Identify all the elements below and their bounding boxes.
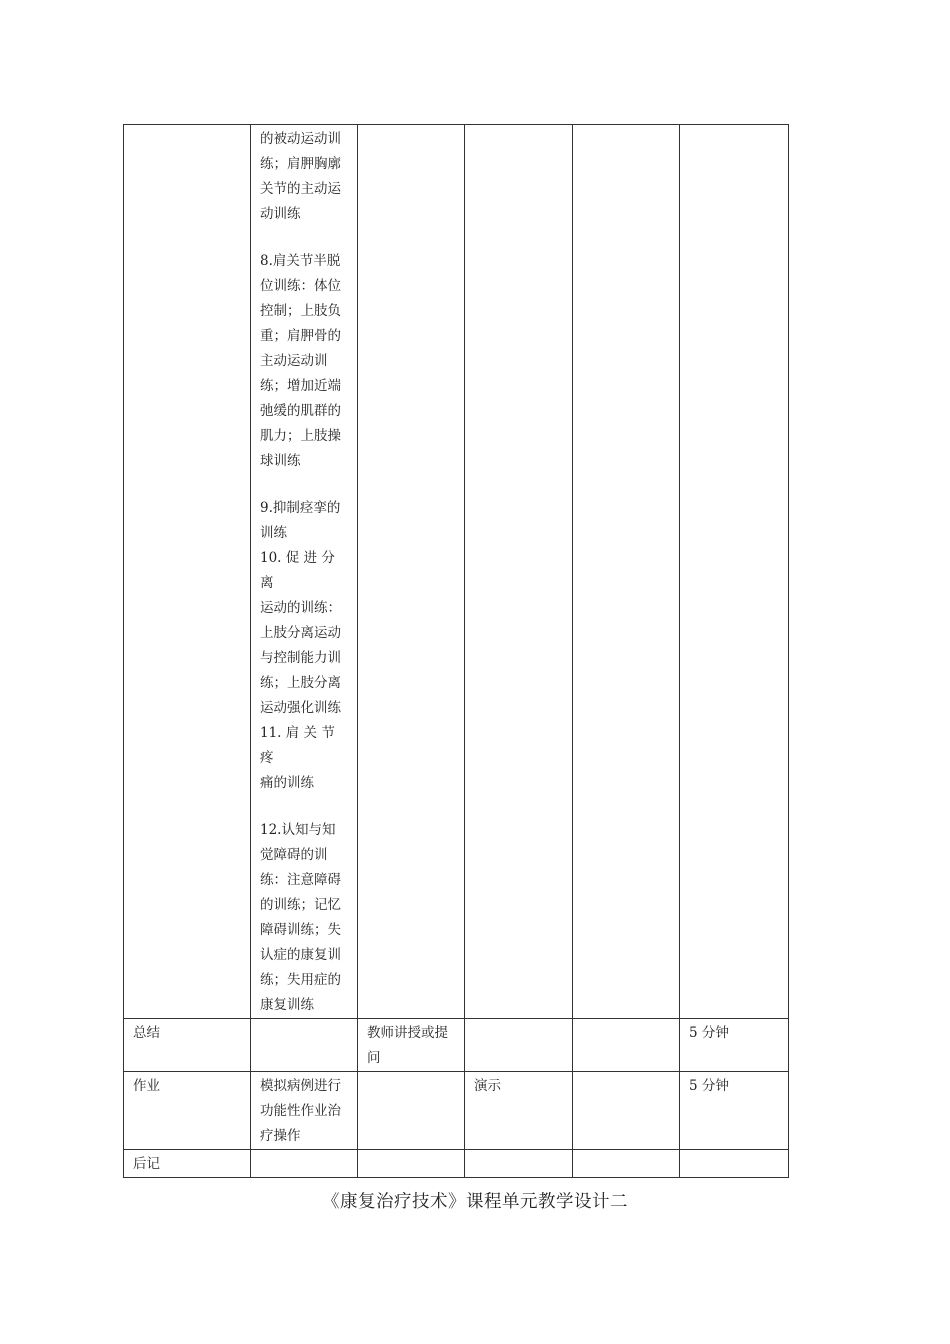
cell-label-summary: 总结	[124, 1019, 251, 1072]
cell-afterword-5	[573, 1150, 680, 1178]
training-content-line: 8.肩关节半脱	[260, 253, 341, 269]
table-row-homework	[124, 1072, 789, 1150]
training-content-line: 9.抑制痉挛的	[260, 500, 341, 516]
training-content-line: 训练	[260, 525, 287, 541]
training-content-line: 11. 肩 关 节 疼	[260, 725, 335, 766]
cell-afterword-2	[251, 1150, 358, 1178]
training-content-line: 康复训练	[260, 997, 314, 1013]
training-content-line: 12.认知与知	[260, 822, 336, 838]
table-row-afterword	[124, 1150, 789, 1178]
training-content-line: 认症的康复训	[260, 947, 341, 963]
method-line-2: 问	[367, 1050, 381, 1066]
cell-content-summary	[251, 1019, 358, 1072]
cell-col5-continuation	[573, 125, 680, 1019]
homework-line-3: 疗操作	[260, 1128, 301, 1144]
training-content-line: 重；肩胛骨的	[260, 328, 341, 344]
lesson-plan-table	[123, 124, 789, 1178]
training-content-line: 控制；上肢负	[260, 303, 341, 319]
training-content-line: 位训练：体位	[260, 278, 341, 294]
training-content-line: 关节的主动运	[260, 181, 341, 197]
table-row-summary	[124, 1019, 789, 1072]
cell-training-content	[251, 125, 358, 1019]
training-content-line: 练：注意障碍	[260, 872, 341, 888]
cell-time-continuation	[680, 125, 789, 1019]
cell-content-homework	[251, 1072, 358, 1150]
training-content-line: 10. 促 进 分 离	[260, 550, 335, 591]
cell-time-summary: 5 分钟	[680, 1019, 789, 1072]
homework-line-1: 模拟病例进行	[260, 1078, 341, 1094]
training-content-line: 动训练	[260, 206, 301, 222]
cell-afterword-6	[680, 1150, 789, 1178]
paragraph-gap	[260, 227, 349, 249]
training-content-line: 弛缓的肌群的	[260, 403, 341, 419]
training-content-line: 运动强化训练	[260, 700, 341, 716]
training-content-line: 觉障碍的训	[260, 847, 328, 863]
homework-line-2: 功能性作业治	[260, 1103, 341, 1119]
cell-label-homework: 作业	[124, 1072, 251, 1150]
training-content-line: 肌力；上肢操	[260, 428, 341, 444]
training-content-line: 痛的训练	[260, 775, 314, 791]
training-content-line: 主动运动训	[260, 353, 328, 369]
training-content-line: 练；上肢分离	[260, 675, 341, 691]
cell-col4-summary	[465, 1019, 573, 1072]
training-content-line: 与控制能力训	[260, 650, 341, 666]
cell-col4-homework: 演示	[465, 1072, 573, 1150]
training-content-line: 球训练	[260, 453, 301, 469]
table-row-continuation	[124, 125, 789, 1019]
training-content-line: 的被动运动训	[260, 131, 341, 147]
cell-label-afterword: 后记	[124, 1150, 251, 1178]
cell-method-summary	[358, 1019, 465, 1072]
document-section-title: 《康复治疗技术》课程单元教学设计二	[322, 1192, 628, 1212]
cell-time-homework: 5 分钟	[680, 1072, 789, 1150]
training-content-line: 练；肩胛胸廓	[260, 156, 341, 172]
cell-col5-summary	[573, 1019, 680, 1072]
training-content-line: 上肢分离运动	[260, 625, 341, 641]
cell-col5-homework	[573, 1072, 680, 1150]
cell-method-homework	[358, 1072, 465, 1150]
cell-col4-continuation	[465, 125, 573, 1019]
cell-afterword-3	[358, 1150, 465, 1178]
paragraph-gap	[260, 474, 349, 496]
cell-label-continuation	[124, 125, 251, 1019]
training-content-line: 的训练；记忆	[260, 897, 341, 913]
training-content-line: 练；增加近端	[260, 378, 341, 394]
cell-afterword-4	[465, 1150, 573, 1178]
method-line-1: 教师讲授或提	[367, 1025, 448, 1041]
training-content-line: 障碍训练；失	[260, 922, 341, 938]
training-content-line: 运动的训练：	[260, 600, 341, 616]
training-content-lines	[260, 127, 349, 1018]
cell-method-continuation	[358, 125, 465, 1019]
training-content-line: 练；失用症的	[260, 972, 341, 988]
paragraph-gap	[260, 796, 349, 818]
